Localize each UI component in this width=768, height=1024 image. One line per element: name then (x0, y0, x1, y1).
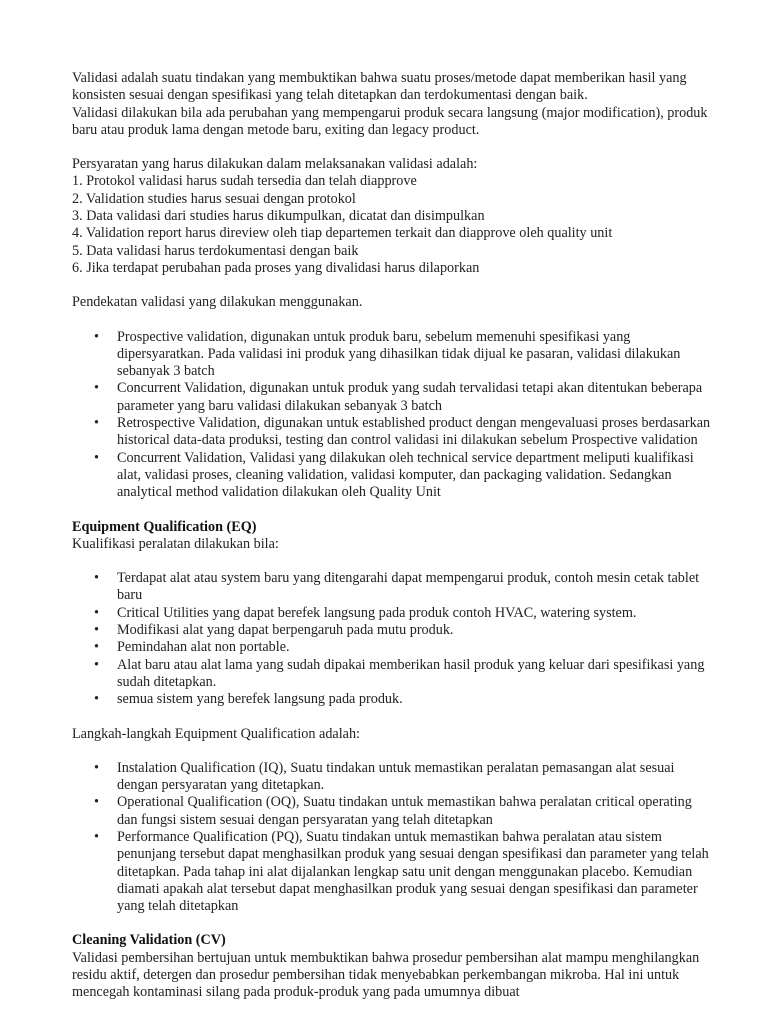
requirement-item: 6. Jika terdapat perubahan pada proses yang divalidasi harus dilaporkan (72, 259, 480, 276)
approach-item: • Concurrent Validation, digunakan untuk produk yang sudah tervalidasi tetapi akan ditentukan beberapa parameter yang baru validasi dilakukan sebanyak 3 batch (117, 380, 712, 415)
approach-title: Pendekatan validasi yang dilakukan menggunakan. (72, 294, 363, 311)
document-page (72, 70, 712, 1002)
eq-step-item: • Instalation Qualification (IQ), Suatu tindakan untuk memastikan peralatan pemasangan alat sesuai dengan persyaratan yang ditetapkan. (117, 760, 712, 795)
eq-item: • Critical Utilities yang dapat berefek langsung pada produk contoh HVAC, watering system. (117, 605, 712, 622)
eq-step-item: • Operational Qualification (OQ), Suatu tindakan untuk memastikan bahwa peralatan critical operating dan fungsi sistem sesuai dengan persyaratan yang telah ditetapkan (117, 794, 712, 829)
eq-step-item: • Performance Qualification (PQ), Suatu tindakan untuk memastikan bahwa peralatan atau sistem penunjang tersebut dapat menghasilkan produk yang sesuai dengan spesifikasi dan parameter yang telah ditetapkan. Pada tahap ini alat dijalankan lengkap satu unit dengan menggunakan placebo. Kemudian diamati apakah alat tersebut dapat menghasilkan produk yang sesuai dengan spesifikasi dan parameter yang telah ditetapkan (117, 829, 712, 915)
requirement-item: 1. Protokol validasi harus sudah tersedia dan telah diapprove (72, 173, 417, 190)
intro-paragraph-2: Validasi dilakukan bila ada perubahan yang mempengarui produk secara langsung (major modification), produk baru atau produk lama dengan metode baru, exiting dan legacy product. (72, 104, 708, 138)
approach-item: • Retrospective Validation, digunakan untuk established product dengan mengevaluasi proses berdasarkan historical data-data produksi, testing dan control validasi ini dilakukan sebelum Prospective validation (117, 415, 712, 450)
requirements-section (72, 156, 712, 277)
eq-steps-list (72, 760, 712, 916)
eq-item: • Modifikasi alat yang dapat berpengaruh pada mutu produk. (117, 622, 712, 639)
eq-intro: Kualifikasi peralatan dilakukan bila: (72, 535, 279, 552)
requirement-item: 5. Data validasi harus terdokumentasi dengan baik (72, 242, 359, 259)
cv-heading: Cleaning Validation (CV) (72, 932, 226, 949)
eq-item: • Terdapat alat atau system baru yang ditengarahi dapat mempengarui produk, contoh mesin cetak tablet baru (117, 570, 712, 605)
requirement-item: 2. Validation studies harus sesuai dengan protokol (72, 190, 356, 207)
approach-list (72, 329, 712, 502)
eq-item: • semua sistem yang berefek langsung pada produk. (117, 691, 712, 708)
cv-paragraph: Validasi pembersihan bertujuan untuk membuktikan bahwa prosedur pembersihan alat mampu menghilangkan residu aktif, detergen dan prosedur pembersihan tidak menyebabkan perkembangan mikroba. Hal ini untuk mencegah kontaminasi silang pada produk-produk yang pada umumnya dibuat (72, 949, 700, 1001)
eq-steps-title: Langkah-langkah Equipment Qualification adalah: (72, 725, 360, 742)
eq-item: • Pemindahan alat non portable. (117, 639, 712, 656)
requirement-item: 4. Validation report harus direview oleh tiap departemen terkait dan diapprove oleh quality unit (72, 225, 613, 242)
eq-item: • Alat baru atau alat lama yang sudah dipakai memberikan hasil produk yang keluar dari spesifikasi yang sudah ditetapkan. (117, 657, 712, 692)
requirements-title: Persyaratan yang harus dilakukan dalam melaksanakan validasi adalah: (72, 156, 478, 173)
intro-paragraph-1: Validasi adalah suatu tindakan yang membuktikan bahwa suatu proses/metode dapat memberikan hasil yang konsisten sesuai dengan spesifikasi yang telah ditetapkan dan terdokumentasi dengan baik. (72, 70, 687, 104)
approach-item: • Prospective validation, digunakan untuk produk baru, sebelum memenuhi spesifikasi yang dipersyaratkan. Pada validasi ini produk yang dihasilkan tidak dijual ke pasaran, validasi dilakukan sebanyak 3 batch (117, 329, 712, 381)
requirement-item: 3. Data validasi dari studies harus dikumpulkan, dicatat dan disimpulkan (72, 208, 485, 225)
eq-heading: Equipment Qualification (EQ) (72, 518, 257, 535)
approach-item: • Concurrent Validation, Validasi yang dilakukan oleh technical service department meliputi kualifikasi alat, validasi proses, cleaning validation, validasi komputer, dan packaging validation. Sedangkan analytical method validation dilakukan oleh Quality Unit (117, 450, 712, 502)
eq-list (72, 570, 712, 708)
